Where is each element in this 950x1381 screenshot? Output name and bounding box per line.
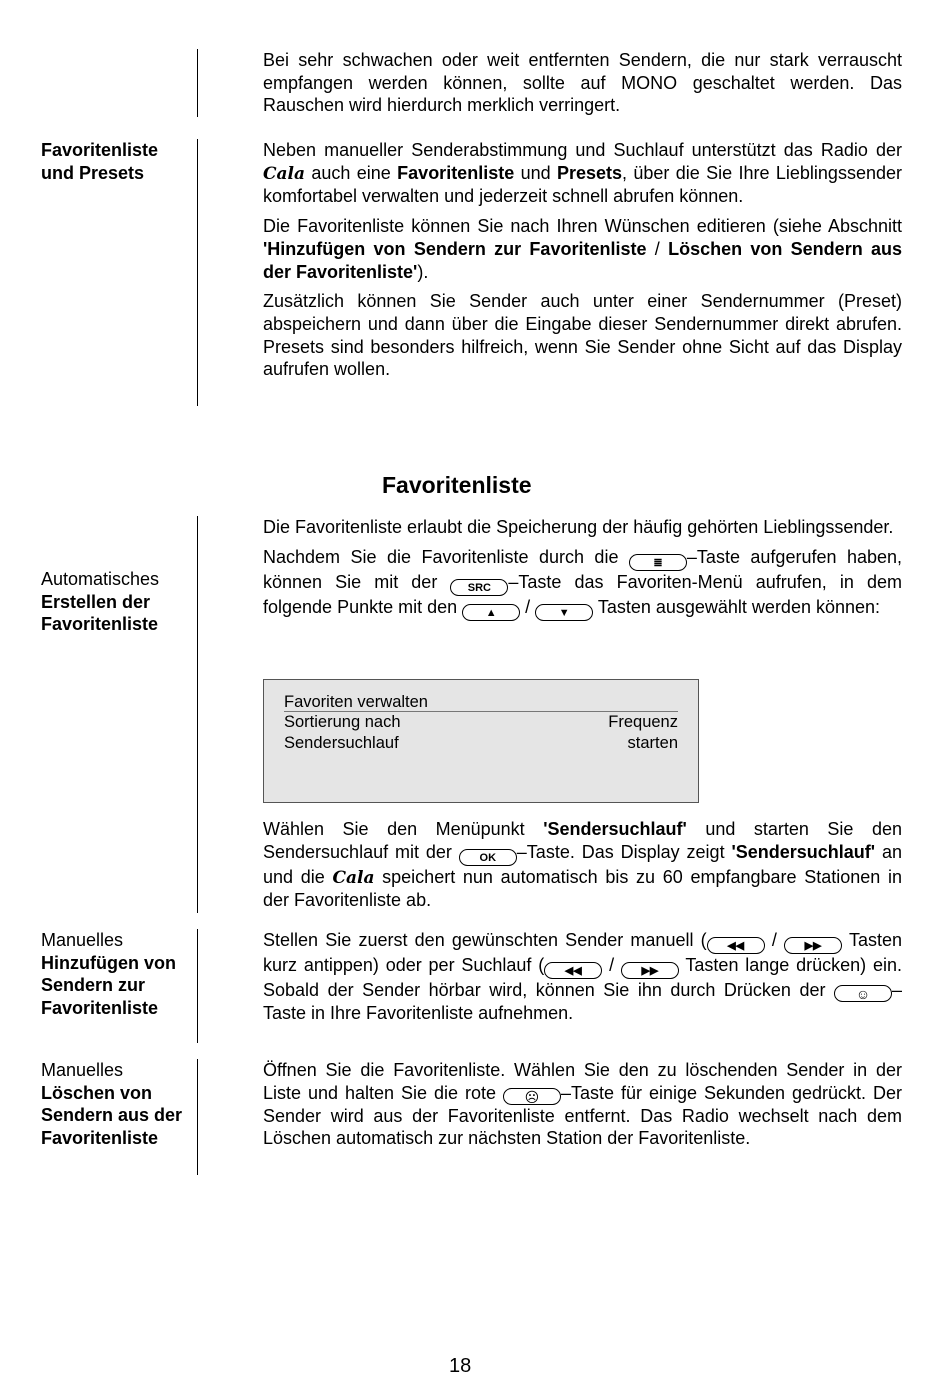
ok-key-icon: OK — [459, 849, 517, 866]
margin-rule-3 — [197, 516, 198, 913]
screen-row-scan: Sendersuchlauf starten — [284, 734, 678, 752]
forward-key-icon-2: ▶▶ — [621, 962, 679, 979]
cala-logo: Cala — [263, 163, 306, 184]
margin-rule-5 — [197, 1059, 198, 1175]
auto-p2: Wählen Sie den Menüpunkt 'Sendersuchlauf' und starten Sie den Sendersuchlauf mit der OK –Taste. Das Display zeigt 'Sendersuchlauf' an und die Cala speichert nun automatisch bis zu 60 empfangbare Stationen in der Favoritenliste ab. — [263, 819, 902, 911]
page-number: 18 — [449, 1355, 472, 1377]
side-label-remove: Manuelles Löschen von Sendern aus der Favoritenliste — [41, 1060, 183, 1148]
frown-key-icon: ☹ — [503, 1088, 561, 1105]
rewind-key-icon-2: ◀◀ — [544, 962, 602, 979]
margin-rule-1 — [197, 49, 198, 117]
auto-p1: Nachdem Sie die Favoritenliste durch die ≣ –Taste aufgerufen haben, können Sie mit der SRC –Taste das Favoriten-Menü aufrufen, in dem folgende Punkte mit den ▲ / ▼ Tasten ausgewählt werden können: — [263, 546, 902, 619]
side-label-fav-presets: Favoritenliste und Presets — [41, 140, 159, 183]
src-key-icon: SRC — [450, 579, 508, 596]
intro-text: Bei sehr schwachen oder weit entfernten Sendern, die nur stark verrauscht empfangen werden können, sollte auf MONO geschaltet werden. Das Rauschen wird hierdurch merklich verringert. — [263, 50, 902, 116]
cala-logo-2: Cala — [332, 867, 375, 888]
rewind-key-icon: ◀◀ — [707, 937, 765, 954]
margin-rule-2 — [197, 139, 198, 406]
screen-row-sort: Sortierung nach Frequenz — [284, 713, 678, 731]
fav-presets-p3: Zusätzlich können Sie Sender auch unter einer Sendernummer (Preset) abspeichern und dann über die Eingabe dieser Sendernummer direkt abrufen. Presets sind besonders hilfreich, wenn Sie Sender ohne Sicht auf das Display aufrufen wollen. — [263, 291, 902, 380]
fav-presets-body — [263, 139, 902, 388]
fav-presets-p1: Neben manueller Senderabstimmung und Suchlauf unterstützt das Radio der Cala auch eine Favoritenliste und Presets, über die Sie Ihre Lieblingssender komfortabel verwalten und jederzeit schnell abrufen können. — [263, 140, 902, 207]
add-paragraph: Stellen Sie zuerst den gewünschten Sender manuell ( ◀◀ / ▶▶ Tasten kurz antippen) oder per Suchlauf ( ◀◀ / ▶▶ Tasten lange drücken) ein. Sobald der Sender hörbar wird, können Sie ihn durch Drücken der ☺ –Taste in Ihre Favoritenliste aufnehmen. — [263, 930, 903, 1023]
fav-presets-p2: Die Favoritenliste können Sie nach Ihren Wünschen editieren (siehe Abschnitt 'Hinzufügen von Sendern zur Favoritenliste / Löschen von Sendern aus der Favoritenliste'). — [263, 216, 902, 282]
display-screen — [263, 679, 699, 803]
side-label-add: Manuelles Hinzufügen von Sendern zur Favoritenliste — [41, 930, 176, 1018]
remove-paragraph: Öffnen Sie die Favoritenliste. Wählen Sie den zu löschenden Sender in der Liste und halten Sie die rote ☹ –Taste für einige Sekunden gedrückt. Der Sender wird aus der Favoritenliste entfernt. Das Radio wechselt nach dem Löschen automatisch zur nächsten Station der Favoritenliste. — [263, 1060, 903, 1149]
screen-divider — [284, 711, 678, 712]
section-heading: Favoritenliste — [382, 472, 532, 498]
forward-key-icon: ▶▶ — [784, 937, 842, 954]
screen-title: Favoriten verwalten — [284, 693, 428, 711]
auto-body-2 — [263, 818, 902, 919]
smile-key-icon: ☺ — [834, 985, 892, 1002]
margin-rule-4 — [197, 929, 198, 1043]
down-key-icon: ▼ — [535, 604, 593, 621]
intro-paragraph — [263, 49, 902, 124]
up-key-icon: ▲ — [462, 604, 520, 621]
side-label-auto: Automatisches Erstellen der Favoritenliste — [41, 569, 160, 634]
auto-body — [263, 516, 902, 628]
add-body — [263, 929, 902, 1032]
remove-body — [263, 1059, 902, 1157]
favlist-intro: Die Favoritenliste erlaubt die Speicherung der häufig gehörten Lieblingssender. — [263, 517, 894, 537]
menu-key-icon: ≣ — [629, 554, 687, 571]
